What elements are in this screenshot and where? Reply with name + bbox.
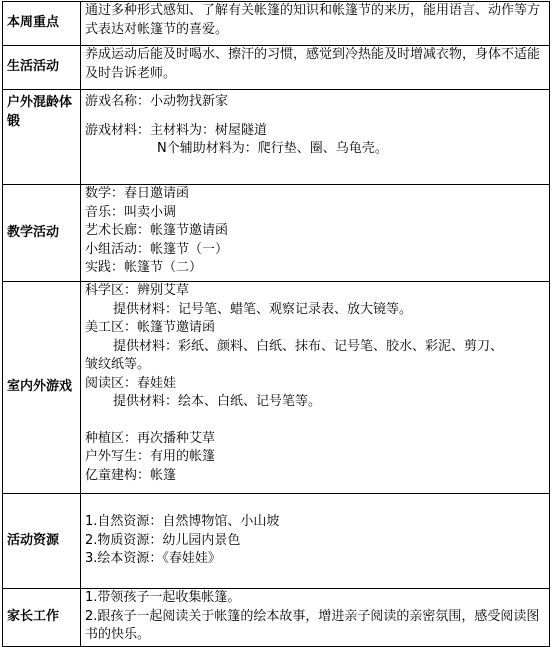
spacer (85, 112, 545, 122)
row-parents (3, 589, 550, 647)
teaching-item: 实践：帐篷节（二） (85, 260, 203, 275)
label-resources: 活动资源 (3, 494, 81, 589)
label-life: 生活活动 (3, 46, 81, 90)
focus-text: 通过多种形式感知、了解有关帐篷的知识和帐篷节的来历，能用语言、动作等方式表达对帐篷节的喜爱。 (81, 2, 550, 46)
label-focus: 本周重点 (3, 2, 81, 46)
art-materials-1: 提供材料：彩纸、颜料、白纸、抹布、记号笔、胶水、彩泥、剪刀、 (113, 338, 504, 354)
outdoor-game-name: 游戏名称：小动物找新家 (85, 94, 229, 109)
outdoor-content (81, 90, 550, 185)
resources-content (81, 494, 550, 589)
weekly-plan-table (2, 1, 550, 647)
art-materials-2: 皱纹纸等。 (85, 357, 151, 372)
parents-item-2: 2.跟孩子一起阅读关于帐篷的绘本故事，增进亲子阅读的亲密氛围，感受阅读图书的快乐。 (85, 608, 540, 642)
row-teaching (3, 185, 550, 282)
row-life (3, 46, 550, 90)
science-area: 科学区：辨别艾草 (85, 283, 190, 298)
row-indoor (3, 282, 550, 494)
outdoor-material-aux: N个辅助材料为：爬行垫、圈、乌龟壳。 (157, 141, 388, 156)
teaching-item: 数学：春日邀请函 (85, 186, 190, 201)
teaching-content (81, 185, 550, 282)
label-indoor: 室内外游戏 (3, 282, 81, 494)
outdoor-material-main: 游戏材料：主材料为：树屋隧道 (85, 122, 268, 138)
label-teaching: 教学活动 (3, 185, 81, 282)
parents-content (81, 589, 550, 647)
row-outdoor (3, 90, 550, 185)
teaching-item: 音乐：叫卖小调 (85, 204, 177, 220)
parents-item-1: 1.带领孩子一起收集帐篷。 (85, 590, 241, 605)
teaching-item: 艺术长廊：帐篷节邀请函 (85, 223, 229, 238)
building-area: 亿童建构：帐篷 (85, 467, 177, 483)
reading-materials: 提供材料：绘本、白纸、记号笔等。 (113, 394, 322, 409)
outdoor-sketch: 户外写生：有用的帐篷 (85, 449, 216, 464)
label-outdoor: 户外混龄体锻 (3, 90, 81, 185)
resource-item: 1.自然资源：自然博物馆、小山坡 (85, 514, 280, 530)
label-parents: 家长工作 (3, 589, 81, 647)
planting-area: 种植区：再次播种艾草 (85, 430, 216, 446)
life-text: 养成运动后能及时喝水、擦汗的习惯，感觉到冷热能及时增减衣物，身体不适能及时告诉老师。 (81, 46, 550, 90)
spacer (85, 412, 545, 430)
resource-item: 3.绘本资源：《春娃娃》 (85, 551, 221, 567)
row-focus (3, 2, 550, 46)
row-resources (3, 494, 550, 589)
indoor-content (81, 282, 550, 494)
art-area: 美工区：帐篷节邀请函 (85, 320, 216, 335)
teaching-item: 小组活动：帐篷节（一） (85, 241, 229, 257)
reading-area: 阅读区：春娃娃 (85, 375, 177, 391)
resource-item: 2.物质资源：幼儿园内景色 (85, 532, 241, 548)
science-materials: 提供材料：记号笔、蜡笔、观察记录表、放大镜等。 (113, 301, 413, 317)
